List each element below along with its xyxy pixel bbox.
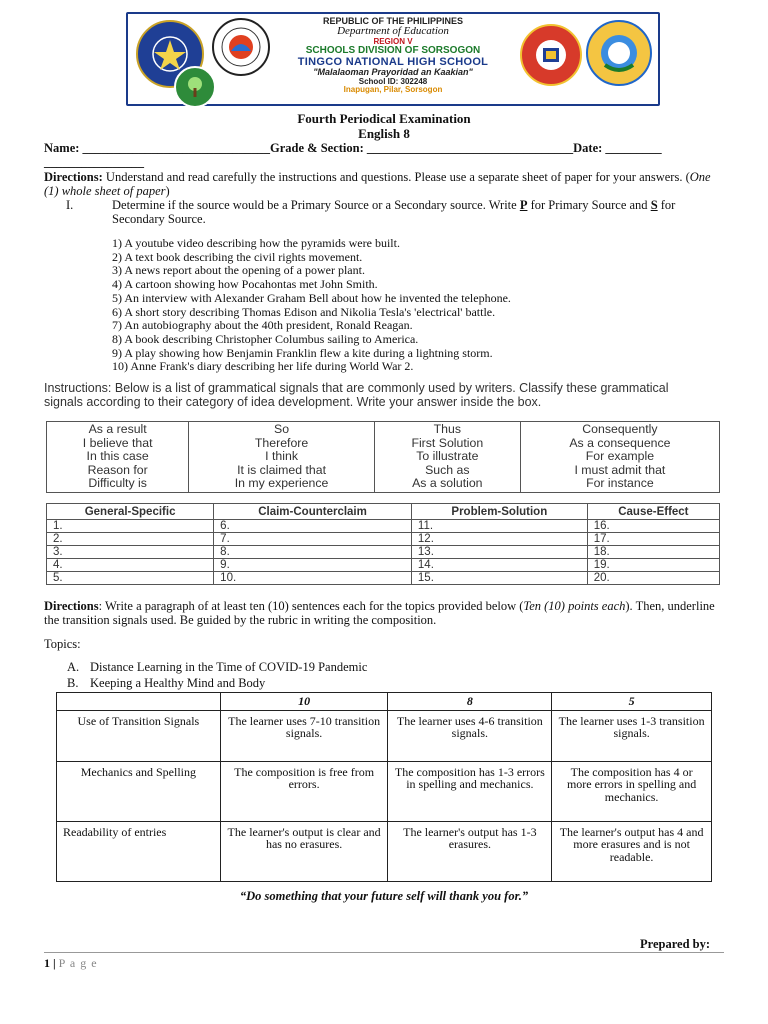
list-item: 4) A cartoon showing how Pocahontas met John Smith. [112,277,378,292]
criterion-cell: Mechanics and Spelling [57,762,221,822]
directions2-italic: Ten (10) points each [523,599,626,613]
page-footer [44,956,98,971]
table-header-row [47,504,720,520]
column-header: Claim-Counterclaim [214,504,412,520]
answer-cell[interactable]: 3. [47,546,214,559]
page-label: P a g e [58,956,98,970]
answer-cell[interactable]: 20. [587,572,719,585]
topic-letter: B. [67,676,79,690]
school-id: School ID: 302248 [358,76,428,86]
list-item: 8) A book describing Christopher Columbus sailing to America. [112,331,419,346]
table-row [47,520,720,533]
topics-label: Topics: [44,637,81,651]
signal-cell: It is claimed that [237,462,326,477]
directions2-text: : Write a paragraph of at least ten (10) sentences each for the topics provided below ( [98,599,524,613]
anniversary-seal-icon [597,31,641,75]
anniversary-seal-logo [586,20,652,86]
answer-cell[interactable]: 14. [411,559,587,572]
column-header: 10 [220,693,388,711]
column-header: 5 [552,693,712,711]
exam-subject: English 8 [358,126,410,141]
answer-cell[interactable]: 7. [214,533,412,546]
sdo-seal-logo [212,18,270,76]
signal-cell: Difficulty is [88,476,147,491]
part1-text-b: for Primary Source and [527,198,651,212]
signal-cell: First Solution [411,435,484,450]
rubric-cell: The learner uses 1-3 transition signals. [552,711,712,762]
signal-cell: As a solution [412,476,483,491]
signal-cell: As a consequence [569,435,671,450]
source-items-list [112,237,511,374]
answer-cell[interactable]: 15. [411,572,587,585]
table-row [57,762,712,822]
tingco-seal-logo [520,24,582,86]
signal-cell: Reason for [87,462,148,477]
directions2-label: Directions [44,599,99,613]
exam-title: Fourth Periodical Examination [297,111,471,126]
tingco-seal-icon [531,35,571,75]
secondary-letter: S [650,198,658,212]
answer-cell[interactable]: 4. [47,559,214,572]
list-item: 2) A text book describing the civil rights movement. [112,249,363,264]
list-item: 7) An autobiography about the 40th president, Ronald Reagan. [112,318,413,333]
directions-label: Directions: [44,170,103,184]
answer-cell[interactable]: 19. [587,559,719,572]
signals-column [374,422,520,493]
signals-column [47,422,189,493]
header-text-block [278,17,508,95]
school-name: TINGCO NATIONAL HIGH SCHOOL [297,55,489,68]
topic-item: Distance Learning in the Time of COVID-19 Pandemic [90,660,368,674]
answer-cell[interactable]: 1. [47,520,214,533]
rubric-cell: The composition has 4 or more errors in spelling and mechanics. [552,762,712,822]
signal-cell: For instance [586,476,654,491]
directions-text: Understand and read carefully the instructions and questions. Please use a separate sheet of paper for your answers. ( [102,170,690,184]
part1-text-a: Determine if the source would be a Primary Source or a Secondary source. Write [112,198,520,212]
criterion-cell: Use of Transition Signals [57,711,221,762]
answer-cell[interactable]: 13. [411,546,587,559]
signals-column [520,422,719,493]
column-header: 8 [388,693,552,711]
rubric-cell: The learner's output is clear and has no erasures. [220,822,388,882]
table-row [47,533,720,546]
primary-letter: P [519,198,528,212]
general-directions [44,170,712,198]
rubric-cell: The composition has 1-3 errors in spelling and mechanics. [388,762,552,822]
category-answer-table [46,503,720,585]
footer-divider [44,952,724,953]
signals-column [189,422,375,493]
signal-cell: In this case [86,449,149,464]
answer-cell[interactable]: 17. [587,533,719,546]
column-header: General-Specific [47,504,214,520]
answer-cell[interactable]: 8. [214,546,412,559]
list-item: 3) A news report about the opening of a power plant. [112,263,365,278]
page-separator: | [50,956,59,970]
list-item: 6) A short story describing Thomas Edison and Nikolia Tesla's 'electrical' battle. [112,304,496,319]
table-row [57,711,712,762]
page-number: 1 [44,956,50,970]
school-location: Inapugan, Pilar, Sorsogon [343,85,443,95]
signal-cell: So [274,422,290,436]
grammatical-signals-instructions: Instructions: Below is a list of grammatical signals that are commonly used by writers. Classify these grammatical signals according to their category of idea development. Write your answer inside the box. [44,381,669,409]
signal-cell: For example [585,449,655,464]
table-row [57,822,712,882]
column-header [57,693,221,711]
department-line: Department of Education [337,25,449,38]
name-field-continuation: ________________ [44,155,144,169]
column-header: Problem-Solution [411,504,587,520]
rubric-cell: The learner uses 7-10 transition signals. [220,711,388,762]
rubric-table [56,692,712,882]
region-line: REGION V [373,36,413,46]
composition-directions [44,599,724,627]
answer-cell[interactable]: 12. [411,533,587,546]
directions-italic: One (1) whole sheet of paper [44,170,711,198]
signal-cell: I believe that [82,435,153,450]
republic-line: REPUBLIC OF THE PHILIPPINES [322,16,463,26]
list-item: 9) A play showing how Benjamin Franklin flew a kite during a lightning storm. [112,345,493,360]
signal-cell: Thus [433,422,461,436]
rubric-cell: The composition is free from errors. [220,762,388,822]
table-header-row [57,693,712,711]
topic-letter: A. [67,660,80,674]
division-line: SCHOOLS DIVISION OF SORSOGON [305,45,481,57]
school-header-banner [126,12,660,106]
rubric-cell: The learner's output has 1-3 erasures. [388,822,552,882]
directions-close: ) [165,184,170,198]
column-header: Cause-Effect [587,504,719,520]
part1-instruction [112,198,720,226]
signal-cell: As a result [88,422,147,436]
answer-cell[interactable]: 6. [214,520,412,533]
rubric-cell: The learner's output has 4 and more erasures and is not readable. [552,822,712,882]
sdo-seal-icon [219,25,263,69]
answer-cell[interactable]: 16. [587,520,719,533]
answer-cell[interactable]: 18. [587,546,719,559]
table-row [47,546,720,559]
table-row [47,422,720,493]
signal-cell: Therefore [254,435,309,450]
list-item: 1) A youtube video describing how the pyramids were built. [112,236,400,250]
signal-cell: I think [265,449,298,464]
table-row [47,572,720,585]
prepared-by-label: Prepared by: [640,937,711,951]
signal-cell: To illustrate [416,449,479,464]
rubric-cell: The learner uses 4-6 transition signals. [388,711,552,762]
signals-table [46,421,720,493]
tree-emblem-icon [182,74,208,100]
signal-cell: In my experience [234,476,329,491]
directions2-text-b: ). Then, underline the transition signals used. Be guided by the rubric in writing the composition. [44,599,715,627]
answer-cell[interactable]: 11. [411,520,587,533]
answer-cell[interactable]: 10. [214,572,412,585]
part1-text-c: for Secondary Source. [112,198,676,226]
answer-cell[interactable]: 9. [214,559,412,572]
closing-quote: “Do something that your future self will thank you for.” [239,889,529,903]
topic-item: Keeping a Healthy Mind and Body [90,676,266,690]
list-item: 10) Anne Frank's diary describing her life during World War 2. [112,359,414,374]
student-info-fields[interactable]: Name: ______________________________Grade & Section: _________________________________Date: _________ [44,141,662,155]
part1-numeral: I. [66,198,74,212]
school-motto: "Malalaoman Prayoridad an Kaakian" [313,67,473,78]
signal-cell: Such as [425,462,470,477]
answer-cell[interactable]: 5. [47,572,214,585]
list-item: 5) An interview with Alexander Graham Bell about how he invented the telephone. [112,290,511,305]
signal-cell: Consequently [582,422,658,436]
signal-cell: I must admit that [574,462,666,477]
criterion-cell: Readability of entries [57,822,221,882]
answer-cell[interactable]: 2. [47,533,214,546]
table-row [47,559,720,572]
green-school-seal-logo [174,66,216,108]
